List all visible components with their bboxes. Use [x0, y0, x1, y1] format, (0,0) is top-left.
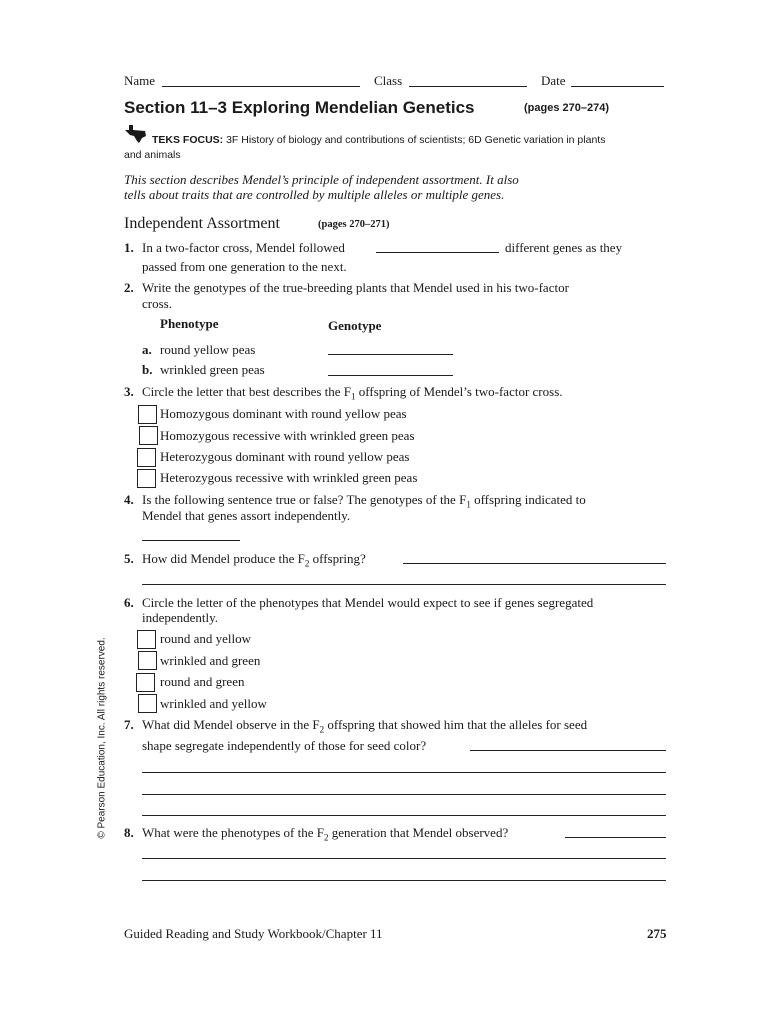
teks-label: TEKS FOCUS: — [152, 134, 224, 146]
q2-text-line-2: cross. — [142, 296, 172, 311]
q4-text-after: offspring indicated to — [470, 492, 586, 507]
q8-text-before: What were the phenotypes of the F — [142, 825, 324, 840]
q8-answer-line-1[interactable] — [565, 837, 666, 838]
q1-answer-line[interactable] — [376, 252, 499, 253]
q6-text-line-1: Circle the letter of the phenotypes that Mendel would expect to see if genes segregated — [142, 595, 594, 610]
footer-text: Guided Reading and Study Workbook/Chapter 11 — [124, 926, 383, 941]
q5-answer-line-2[interactable] — [142, 584, 666, 585]
name-label: Name — [124, 73, 156, 88]
q3-text-before: Circle the letter that best describes the F — [142, 384, 352, 399]
q4-text — [142, 492, 586, 508]
q6-option-1-text: round and yellow — [160, 631, 251, 646]
q5-answer-line-1[interactable] — [403, 563, 666, 564]
q6-option-2-checkbox[interactable] — [138, 651, 157, 670]
q7-text-line-2: shape segregate independently of those for seed color? — [142, 738, 427, 753]
copyright-notice: © Pearson Education, Inc. All rights reserved. — [96, 637, 108, 839]
q3-option-2-checkbox[interactable] — [139, 426, 158, 445]
q7-text — [142, 717, 587, 733]
q2-row-a-text: round yellow peas — [160, 342, 256, 357]
q8-subscript: 2 — [323, 832, 329, 843]
q3-option-3-text: Heterozygous dominant with round yellow peas — [160, 449, 410, 464]
q1-text-line-2: passed from one generation to the next. — [142, 259, 347, 274]
class-field[interactable] — [409, 86, 527, 87]
q2-text-line-1: Write the genotypes of the true-breeding plants that Mendel used in his two-factor — [142, 280, 569, 295]
q7-subscript: 2 — [319, 724, 325, 735]
q1-text-before: In a two-factor cross, Mendel followed — [142, 240, 345, 255]
q8-text — [142, 825, 508, 841]
teks-text-2: and animals — [124, 149, 181, 161]
q6-text-line-2: independently. — [142, 610, 219, 625]
q3-option-3-checkbox[interactable] — [137, 448, 156, 467]
class-label: Class — [374, 73, 403, 88]
q4-text-line-2: Mendel that genes assort independently. — [142, 508, 351, 523]
q2-row-a-answer-line[interactable] — [328, 354, 453, 355]
q4-subscript: 1 — [466, 499, 471, 510]
q7-text-after: offspring that showed him that the alleles for seed — [324, 717, 588, 732]
q6-option-2-text: wrinkled and green — [160, 653, 261, 668]
q3-option-4-text: Heterozygous recessive with wrinkled green peas — [160, 470, 418, 485]
q2-number: 2. — [124, 280, 134, 295]
q4-text-before: Is the following sentence true or false? The genotypes of the F — [142, 492, 467, 507]
q7-answer-line-3[interactable] — [142, 794, 666, 795]
q6-number: 6. — [124, 595, 134, 610]
q6-option-3-text: round and green — [160, 674, 245, 689]
genotype-header: Genotype — [328, 318, 382, 333]
subsection-title: Independent Assortment — [124, 215, 280, 232]
section-title: Section 11–3 Exploring Mendelian Genetics — [124, 98, 475, 117]
q7-answer-line-2[interactable] — [142, 772, 666, 773]
q1-number: 1. — [124, 240, 134, 255]
q8-answer-line-3[interactable] — [142, 880, 666, 881]
q6-option-4-text: wrinkled and yellow — [160, 696, 267, 711]
section-pages: (pages 270–274) — [524, 102, 609, 114]
q4-number: 4. — [124, 492, 134, 507]
q3-subscript: 1 — [351, 391, 356, 402]
q5-text-after: offspring? — [309, 551, 366, 566]
q6-option-1-checkbox[interactable] — [137, 630, 156, 649]
q5-subscript: 2 — [304, 558, 310, 569]
q3-number: 3. — [124, 384, 134, 399]
q5-text — [142, 551, 366, 567]
q3-option-1-checkbox[interactable] — [138, 405, 157, 424]
page-number: 275 — [647, 926, 667, 941]
subsection-pages: (pages 270–271) — [318, 219, 390, 230]
q2-row-b-text: wrinkled green peas — [160, 362, 265, 377]
q7-answer-line-1[interactable] — [470, 750, 666, 751]
q7-answer-line-4[interactable] — [142, 815, 666, 816]
q2-row-b-letter: b. — [142, 362, 153, 377]
q3-text — [142, 384, 563, 400]
q8-answer-line-2[interactable] — [142, 858, 666, 859]
date-field[interactable] — [571, 86, 664, 87]
date-label: Date — [541, 73, 566, 88]
q8-text-after: generation that Mendel observed? — [328, 825, 509, 840]
q3-option-4-checkbox[interactable] — [137, 469, 156, 488]
q6-option-3-checkbox[interactable] — [136, 673, 155, 692]
q4-answer-line[interactable] — [142, 540, 240, 541]
intro-line-2: tells about traits that are controlled by multiple alleles or multiple genes. — [124, 187, 505, 202]
q5-number: 5. — [124, 551, 134, 566]
q5-text-before: How did Mendel produce the F — [142, 551, 305, 566]
q3-option-1-text: Homozygous dominant with round yellow peas — [160, 406, 407, 421]
intro-line-1: This section describes Mendel’s principle of independent assortment. It also — [124, 172, 519, 187]
q7-number: 7. — [124, 717, 134, 732]
q8-number: 8. — [124, 825, 134, 840]
q2-row-b-answer-line[interactable] — [328, 375, 453, 376]
teks-text: 3F History of biology and contributions of scientists; 6D Genetic variation in plants — [226, 134, 606, 146]
q6-option-4-checkbox[interactable] — [138, 694, 157, 713]
q2-row-a-letter: a. — [142, 342, 152, 357]
name-field[interactable] — [162, 86, 360, 87]
texas-icon — [124, 124, 148, 144]
q3-option-2-text: Homozygous recessive with wrinkled green peas — [160, 428, 415, 443]
q7-text-before: What did Mendel observe in the F — [142, 717, 320, 732]
q1-text-after: different genes as they — [505, 240, 623, 255]
phenotype-header: Phenotype — [160, 316, 219, 331]
q3-text-after: offspring of Mendel’s two-factor cross. — [355, 384, 563, 399]
